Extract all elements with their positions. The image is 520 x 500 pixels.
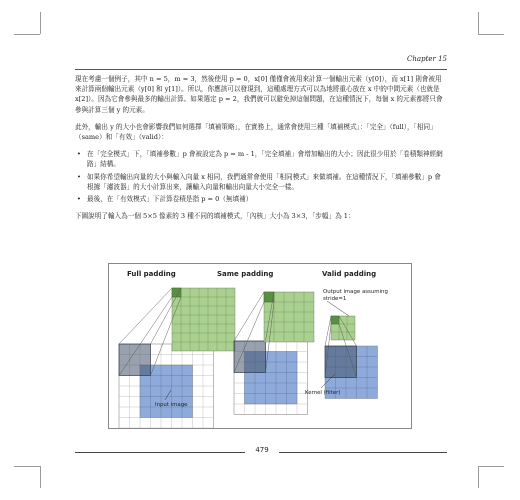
bullet-valid-mode: • 最後，在「有效模式」下計算卷積是指 p = 0（無填補） [75, 194, 447, 204]
full-kernel [119, 344, 151, 376]
output-note-leader [327, 301, 349, 316]
output-note-line-1: Output image assuming [323, 289, 388, 295]
full-kernel-link [119, 288, 172, 344]
output-note-line-2: stride=1 [323, 296, 347, 302]
valid-kernel [325, 346, 357, 378]
same-kernel-link [234, 292, 264, 341]
crop-mark [478, 34, 504, 35]
padding-figure [108, 263, 412, 429]
page-number: 479 [255, 446, 269, 454]
crop-mark [14, 466, 40, 467]
input-image-label: Input image [155, 402, 188, 408]
full-padding-title: Full padding [127, 270, 176, 278]
figure-caption: 下圖說明了輸入為一個 5×5 像素的 3 種不同的填補模式，「內核」大小為 3×3，「步幅」為 1： [75, 212, 355, 221]
chapter-label: Chapter 15 [407, 55, 447, 63]
crop-mark [14, 34, 40, 35]
crop-mark [478, 12, 479, 34]
crop-mark [478, 466, 479, 488]
page-footer [75, 446, 447, 456]
page-header [75, 55, 447, 70]
footer-rule-left [75, 452, 245, 453]
valid-padding-title: Valid padding [322, 270, 377, 278]
full-output-cell [172, 288, 181, 297]
page-body [75, 74, 447, 228]
bullet-full-mode: • 在「完全模式」下，「填補參數」p 會被設定為 p = m - 1，「完全填補」會增加輸出的大小；因此很少用於「卷積類神經網路」結構。 [75, 149, 447, 169]
same-padding-title: Same padding [217, 270, 274, 278]
paragraph-padding-example: 現在考慮一個例子，其中 n = 5，m = 3，然後使用 p = 0，x[0] 僅僅會被用來計算一個輸出元素（y[0]），而 x[1] 則會被用來計算兩個輸出元素（y[0] 和 y[1]）。所以，你應該可以發現到，這種處理方式可以為地將重心放在 x 中的中間元素（也就是 x[2]）。因為它會參與最多的輸出計算。如果選定 p = 2，我們就可以避免掉這個問題，在這種情況下，每個 x 的元素都將只會參與計算三個 y 的元素。 [75, 75, 443, 114]
full-output-image [172, 288, 235, 351]
bullet-same-mode: • 如果你希望輸出向量的大小與輸入向量 x 相同，我們通常會使用「相同模式」來做填補。在這種情況下，「填補參數」p 會根據「濾波器」的大小計算出來，讓輸入向量和輸出向量大小完全一樣。 [75, 172, 447, 192]
crop-mark [478, 466, 504, 467]
footer-rule-right [279, 452, 447, 453]
same-kernel [234, 341, 266, 373]
padding-mode-list [75, 149, 447, 204]
valid-output-cell [331, 316, 339, 324]
crop-mark [40, 466, 41, 488]
crop-mark [40, 12, 41, 34]
kernel-label: Kernel (filter) [305, 390, 341, 396]
paragraph-padding-modes: 此外，輸出 y 的大小也會影響我們如何選擇「填補策略」，在實務上，通常會使用三種「填補模式」：「完全」（full），「相同」（same）和「有效」（valid）： [75, 122, 437, 142]
